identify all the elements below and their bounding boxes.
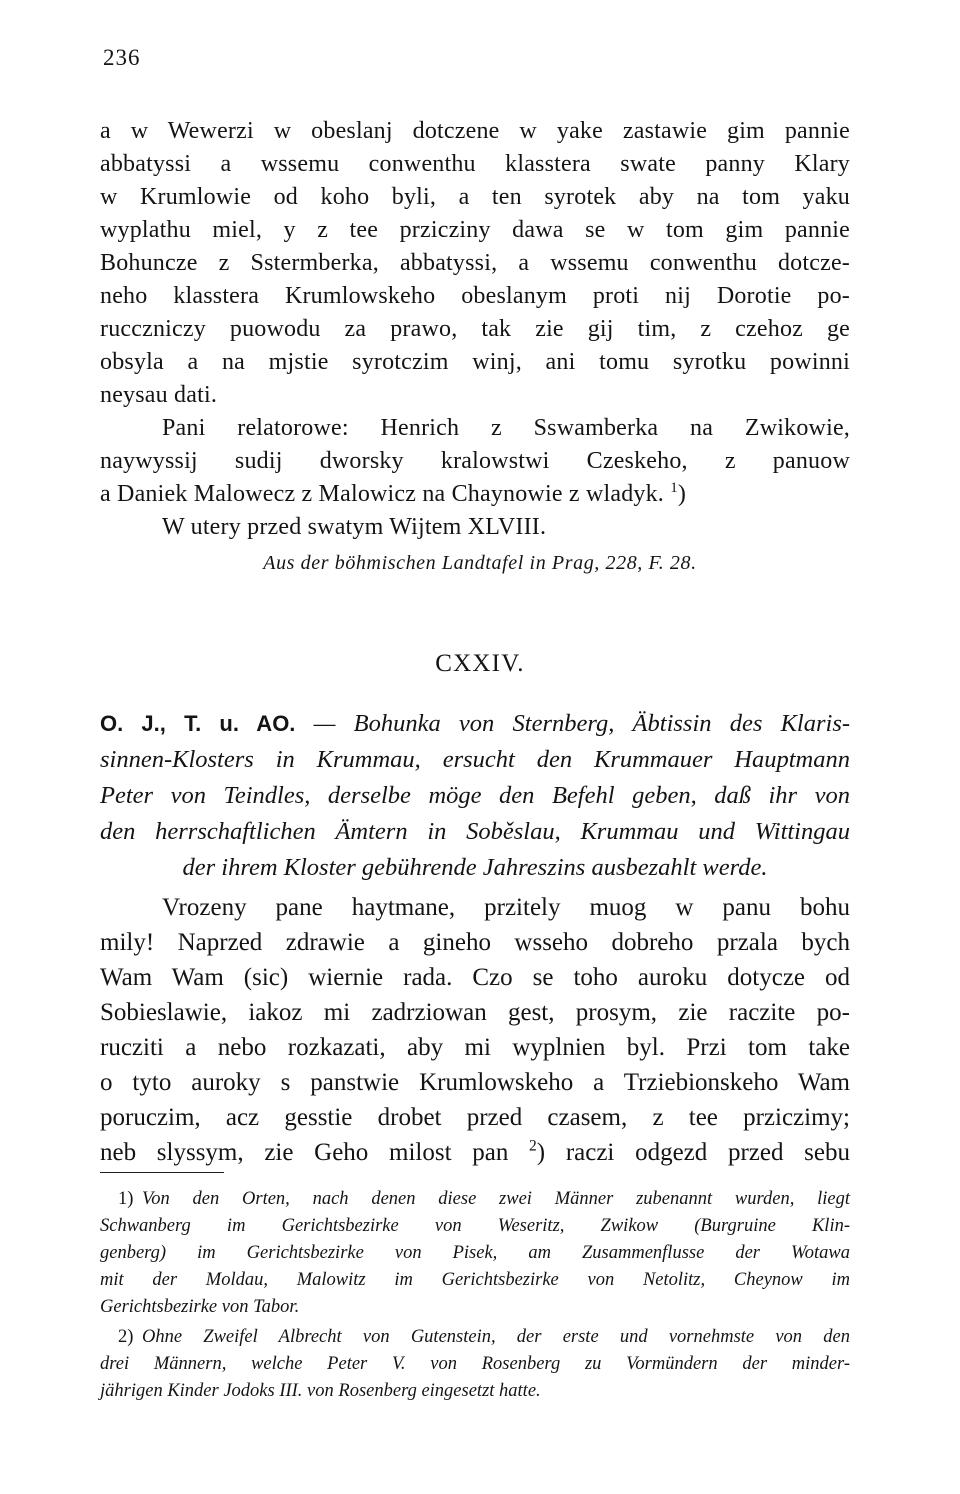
text-line: Sobieslawie, iakoz mi zadrziowan gest, prosym, zie raczite po-: [100, 999, 850, 1026]
text-line: wyplathu miel, y z tee przicziny dawa se w tom gim pannie: [100, 217, 850, 243]
text-line: Bohuncze z Sstermberka, abbatyssi, a wssemu conwenthu dotcze-: [100, 250, 850, 276]
text-line: neho klasstera Krumlowskeho obeslanym proti nij Dorotie po-: [100, 283, 850, 309]
text-line: naywyssij sudij dworsky kralowstwi Czeskeho, z panuow: [100, 448, 850, 474]
text-line: poruczim, acz gesstie drobet przed czasem, z tee prziczimy;: [100, 1104, 850, 1131]
text-segment: raczi odgezd przed sebu: [565, 1139, 851, 1166]
date-line: W utery przed swatym Wijtem XLVIII.: [162, 514, 547, 540]
footnote-line: Schwanberg im Gerichtsbezirke von Weseritz, Zwikow (Burgruine Klin-: [100, 1216, 850, 1236]
regest-text: — Bohunka von Sternberg, Äbtissin des Klaris-: [313, 710, 851, 737]
footnote-line: Gerichtsbezirke von Tabor.: [100, 1297, 300, 1317]
footnote-reference-2[interactable]: 2: [529, 1137, 537, 1155]
footnote-line: mit der Moldau, Malowitz im Gerichtsbezirke von Netolitz, Cheynow im: [100, 1270, 850, 1290]
text-line: Wam Wam (sic) wiernie rada. Czo se toho auroku dotycze od: [100, 964, 850, 991]
text-line: mily! Naprzed zdrawie a gineho wsseho dobreho przala bych: [100, 929, 850, 956]
text-line: rucczniczy puowodu za prawo, tak zie gij tim, z czehoz ge: [100, 316, 850, 342]
footnote-reference-paren: ): [677, 481, 687, 507]
footnote-mark: 2): [118, 1327, 134, 1347]
footnote-reference-1[interactable]: 1: [670, 480, 678, 496]
text-line: Vrozeny pane haytmane, przitely muog w panu bohu: [162, 894, 850, 921]
text-line: [100, 1135, 850, 1170]
footnote-line: Von den Orten, nach denen diese zwei Männer zubenannt wurden, liegt: [142, 1189, 850, 1209]
source-note: Aus der böhmischen Landtafel in Prag, 228, F. 28.: [263, 552, 697, 574]
regest-line: den herrschaftlichen Ämtern in Soběslau, Krummau und Wittingau: [100, 818, 850, 845]
text-line: Pani relatorowe: Henrich z Sswamberka na Zwikowie,: [162, 415, 850, 441]
footnote-reference-paren: ): [536, 1139, 546, 1166]
text-line: o tyto auroky s panstwie Krumlowskeho a Trziebionskeho Wam: [100, 1069, 850, 1096]
regest-line: sinnen-Klosters in Krummau, ersucht den Krummauer Hauptmann: [100, 746, 850, 773]
footnote-line: jährigen Kinder Jodoks III. von Rosenberg eingesetzt hatte.: [100, 1381, 541, 1401]
footnote-1: [100, 1186, 850, 1321]
regest-line: der ihrem Kloster gebührende Jahreszins ausbezahlt werde.: [182, 854, 768, 881]
text-line: neysau dati.: [100, 382, 218, 408]
footnote-mark: 1): [118, 1189, 134, 1209]
text-segment: neb slyssym, zie Geho milost pan: [100, 1139, 509, 1166]
continued-document-text: [100, 115, 850, 544]
document-number: CXXIV.: [435, 650, 525, 677]
regest-line: [100, 706, 850, 742]
regest: [100, 706, 850, 886]
text-line: rucziti a nebo rozkazati, aby mi wyplnien byl. Przi tom take: [100, 1034, 850, 1061]
footnote-line: genberg) im Gerichtsbezirke von Pisek, am Zusammenflusse der Wotawa: [100, 1243, 850, 1263]
archive-signature: O. J., T. u. AO.: [100, 711, 296, 736]
text-segment: a Daniek Malowecz z Malowicz na Chaynowie z wladyk.: [100, 481, 664, 507]
text-line: w Krumlowie od koho byli, a ten syrotek aby na tom yaku: [100, 184, 850, 210]
regest-line: Peter von Teindles, derselbe möge den Befehl geben, daß ihr von: [100, 782, 850, 809]
text-line: a w Wewerzi w obeslanj dotczene w yake zastawie gim pannie: [100, 118, 850, 144]
text-line: abbatyssi a wssemu conwenthu klasstera swate panny Klary: [100, 151, 850, 177]
letter-text: [100, 890, 850, 1170]
footnote-2: [100, 1324, 850, 1405]
text-line: obsyla a na mjstie syrotczim winj, ani tomu syrotku powinni: [100, 349, 850, 375]
footnote-divider: [100, 1172, 224, 1173]
footnote-line: Ohne Zweifel Albrecht von Gutenstein, der erste und vornehmste von den: [142, 1327, 850, 1347]
text-line: [100, 478, 850, 511]
footnote-line: drei Männern, welche Peter V. von Rosenberg zu Vormündern der minder-: [100, 1354, 850, 1374]
page-number: 236: [103, 45, 141, 70]
